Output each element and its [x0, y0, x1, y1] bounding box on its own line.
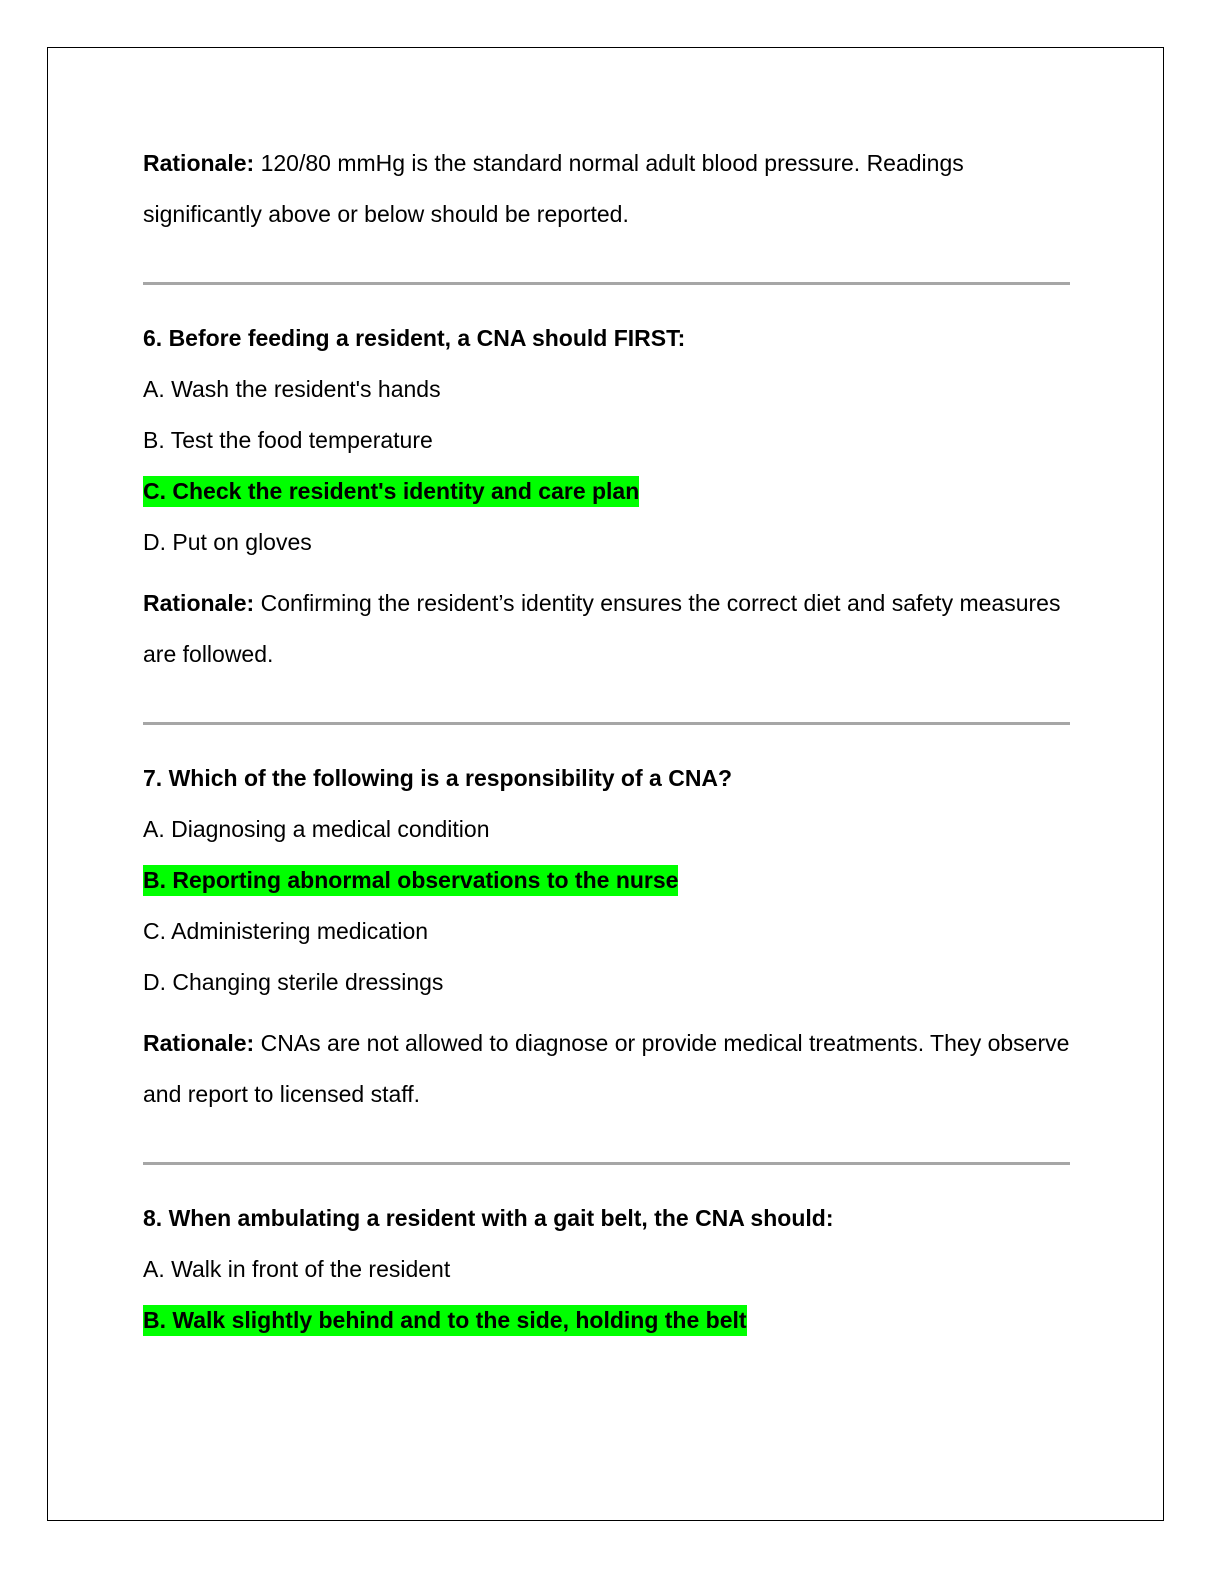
rationale-label: Rationale: — [143, 150, 255, 176]
rationale-q6 — [143, 578, 1073, 680]
rationale-label: Rationale: — [143, 1030, 255, 1056]
answer-highlight: B. Reporting abnormal observations to the nurse — [143, 865, 678, 896]
answer-highlight: C. Check the resident's identity and care plan — [143, 476, 639, 507]
document-content — [143, 138, 1078, 1346]
option-8b-correct — [143, 1295, 1078, 1346]
option-6d: D. Put on gloves — [143, 529, 312, 555]
rationale-text: Confirming the resident’s identity ensures the correct diet and safety measures are followed. — [143, 590, 1061, 667]
option-7a: A. Diagnosing a medical condition — [143, 816, 490, 842]
rationale-label: Rationale: — [143, 590, 255, 616]
answer-highlight: B. Walk slightly behind and to the side, holding the belt — [143, 1305, 747, 1336]
question-block-8 — [143, 1193, 1078, 1346]
rationale-q5 — [143, 138, 1073, 240]
question-7: 7. Which of the following is a responsibility of a CNA? — [143, 765, 733, 791]
option-8a: A. Walk in front of the resident — [143, 1256, 451, 1282]
option-6b: B. Test the food temperature — [143, 427, 433, 453]
question-8: 8. When ambulating a resident with a gait belt, the CNA should: — [143, 1205, 834, 1231]
question-block-6 — [143, 313, 1078, 680]
question-block-7 — [143, 753, 1078, 1120]
rationale-text: 120/80 mmHg is the standard normal adult blood pressure. Readings significantly above or below should be reported. — [143, 150, 964, 227]
option-7c: C. Administering medication — [143, 918, 429, 944]
option-7d: D. Changing sterile dressings — [143, 969, 444, 995]
option-6c-correct — [143, 466, 1078, 517]
rationale-q7 — [143, 1018, 1073, 1120]
option-7b-correct — [143, 855, 1078, 906]
rationale-text: CNAs are not allowed to diagnose or provide medical treatments. They observe and report to licensed staff. — [143, 1030, 1070, 1107]
option-6a: A. Wash the resident's hands — [143, 376, 441, 402]
question-6: 6. Before feeding a resident, a CNA should FIRST: — [143, 325, 686, 351]
